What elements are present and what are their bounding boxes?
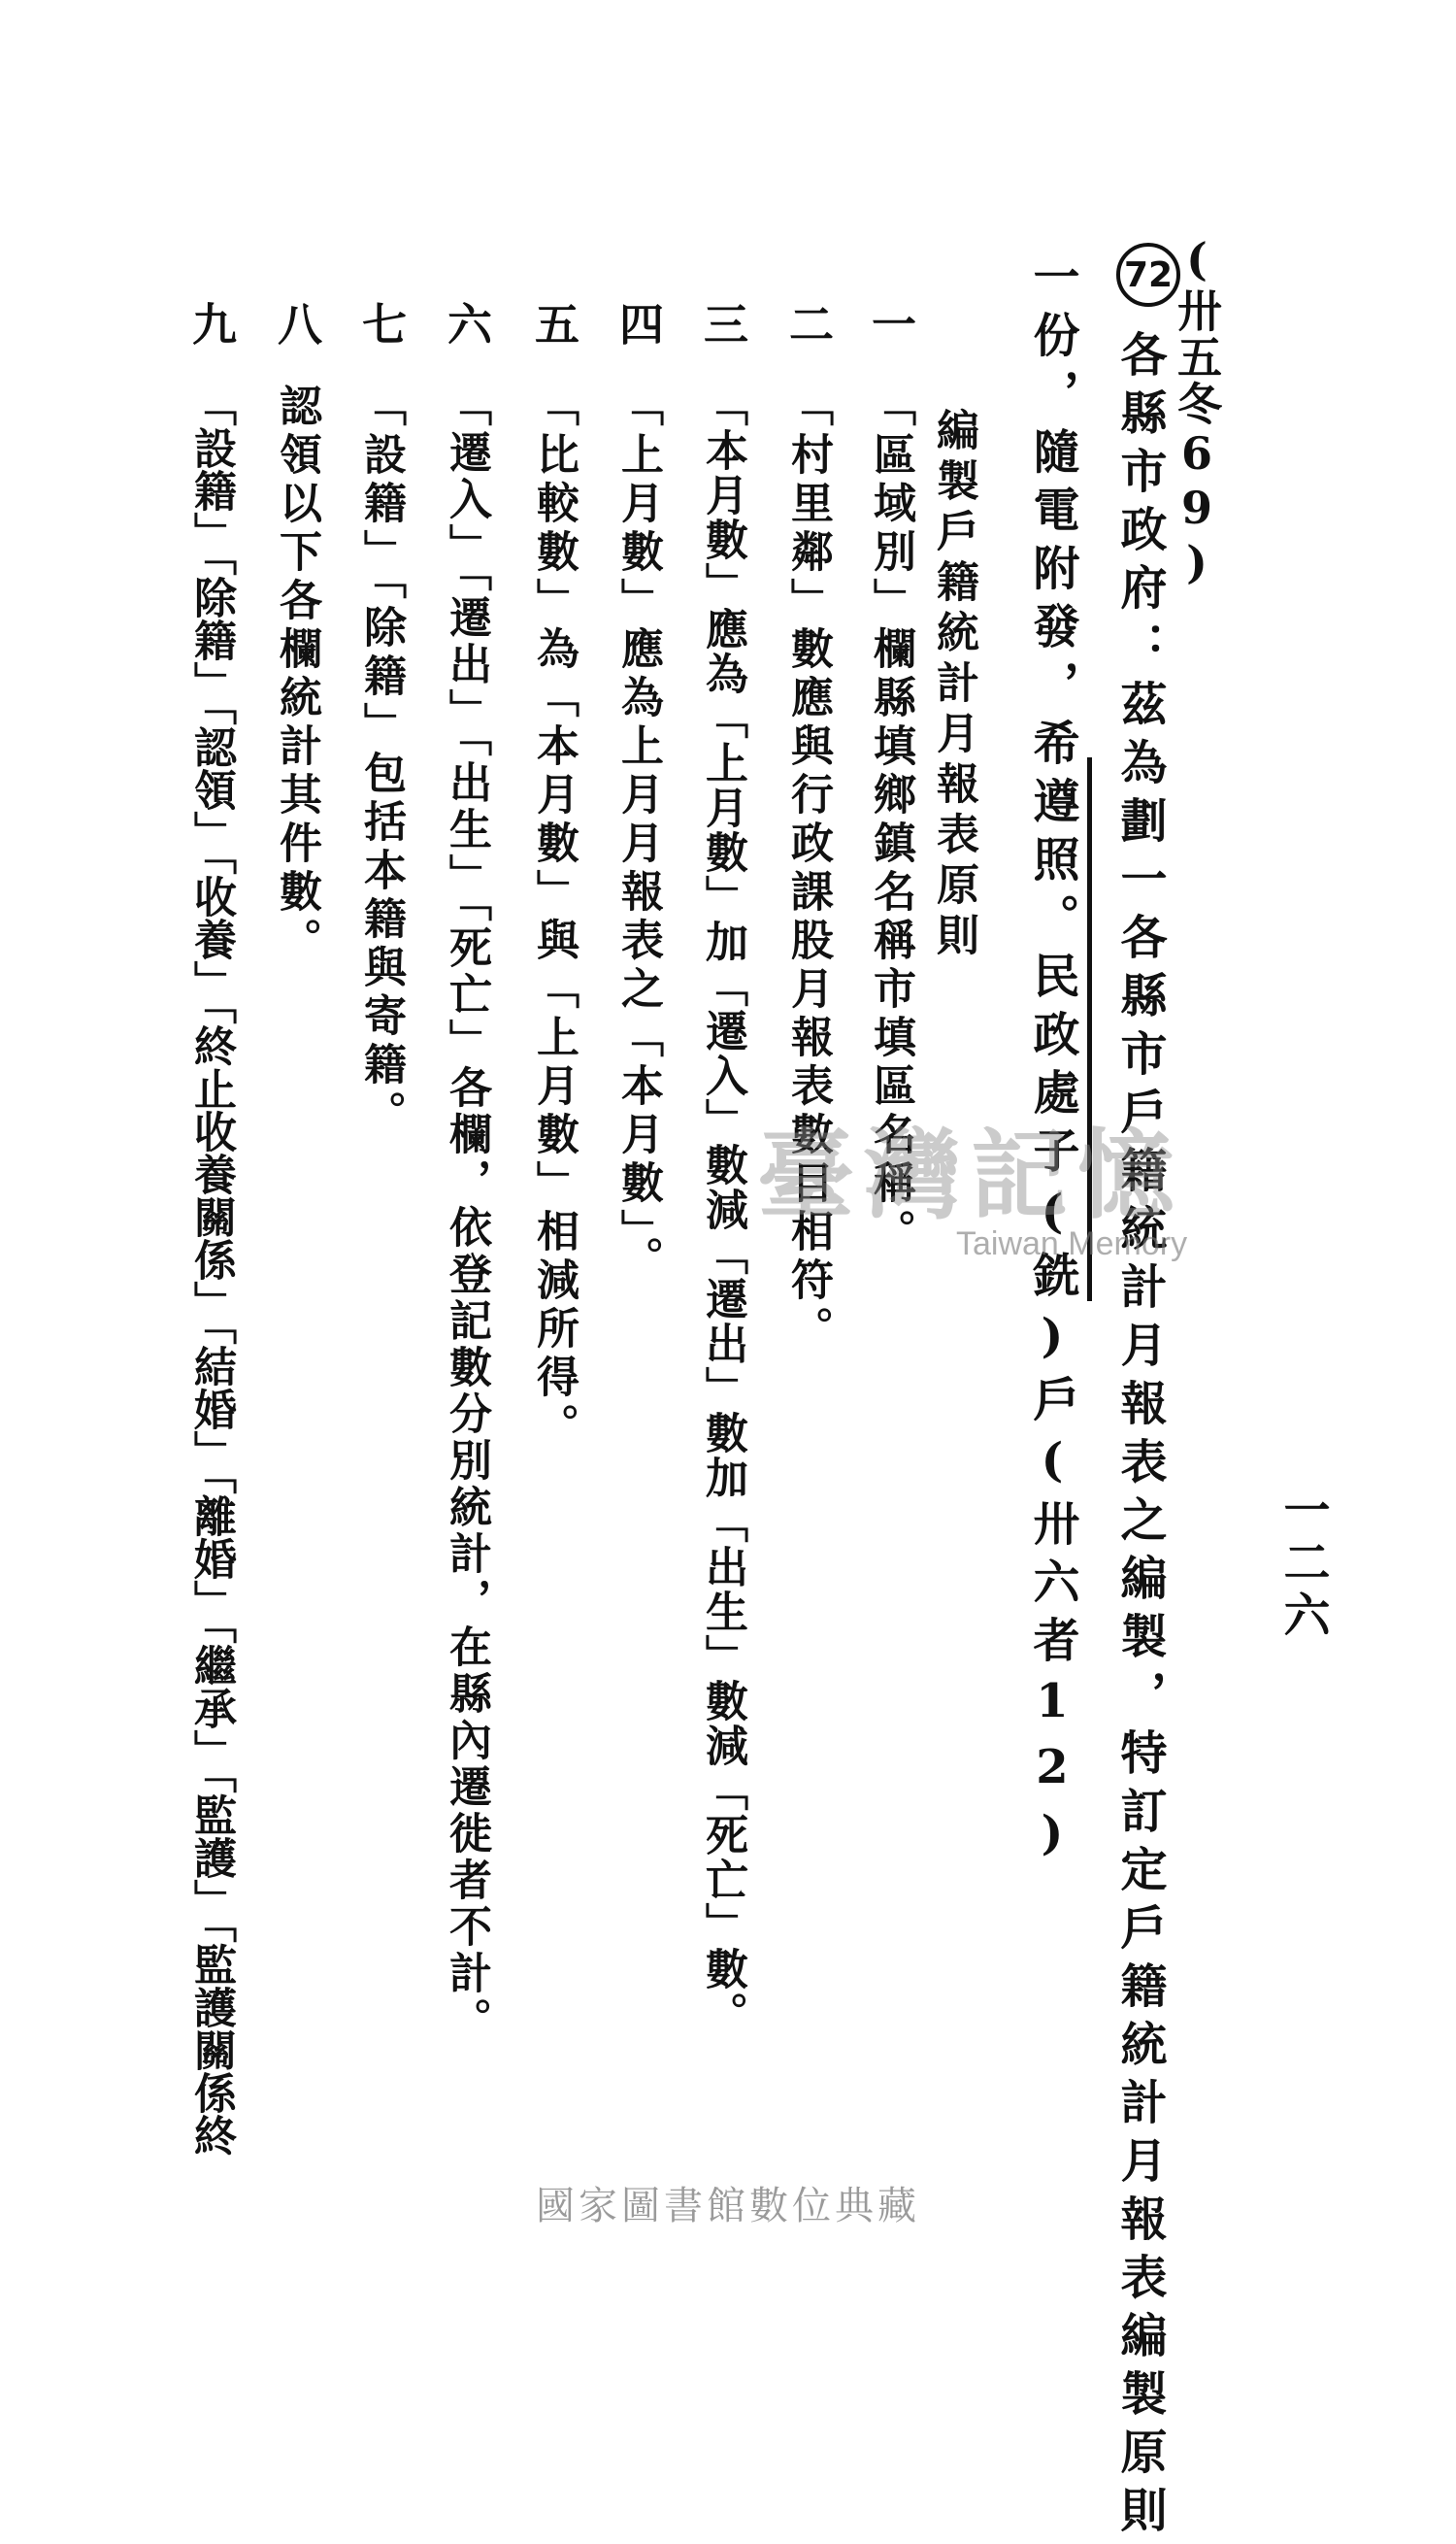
body-line-1: 各縣市政府：茲為劃一各縣市戶籍統計月報表之編製，特訂定戶籍統計月報表編製原則 (1112, 330, 1167, 2544)
section-heading: 編製戶籍統計月報表原則 (929, 408, 978, 963)
circled-number: 72 (1116, 243, 1180, 307)
item-number: 九 (185, 301, 238, 346)
item-number: 四 (612, 301, 665, 346)
item-text: 「設籍」「除籍」包括本籍與寄籍。 (356, 384, 406, 1139)
footer-credit: 國家圖書館數位典藏 (536, 2184, 920, 2228)
item-text: 認領以下各欄統計其件數。 (272, 384, 321, 966)
watermark-logo: 臺灣記憶 (757, 1119, 1184, 1232)
body-line-2: 一份，隨電附發，希遵照。民政處子(銑)戶(卅六者12) (1025, 252, 1079, 1872)
item-text: 「比較數」為「本月數」與「上月數」相減所得。 (529, 384, 579, 1452)
item-number: 一 (865, 301, 917, 346)
item-number: 八 (271, 301, 323, 346)
item-text: 「本月數」應為「上月數」加「遷入」數減「遷出」數加「出生」數減「死亡」數。 (698, 384, 747, 2036)
item-text: 「村里鄰」數應與行政課股月報表數目相符。 (783, 384, 833, 1355)
item-number: 五 (528, 301, 580, 346)
watermark-english: Taiwan Memory (956, 1225, 1188, 1262)
item-text: 「設籍」「除籍」「認領」「收養」「終止收養關係」「結婚」「離婚」「繼承」「監護」「監護關係終 (186, 384, 236, 2157)
item-text: 「遷入」「遷出」「出生」「死亡」各欄，依登記數分別統計，在縣內遷徙者不計。 (442, 384, 491, 2044)
page-number: 一二六 (1275, 1486, 1330, 1643)
item-text: 「區域別」欄縣填鄉鎮名稱市填區名稱。 (866, 384, 915, 1257)
item-number: 七 (355, 301, 408, 346)
item-number: 三 (697, 301, 749, 346)
item-text: 「上月數」應為上月月報表之「本月數」。 (613, 384, 663, 1285)
reference-code: (卅五冬69) (1171, 233, 1223, 590)
item-number: 二 (782, 301, 835, 346)
item-number: 六 (441, 301, 493, 346)
